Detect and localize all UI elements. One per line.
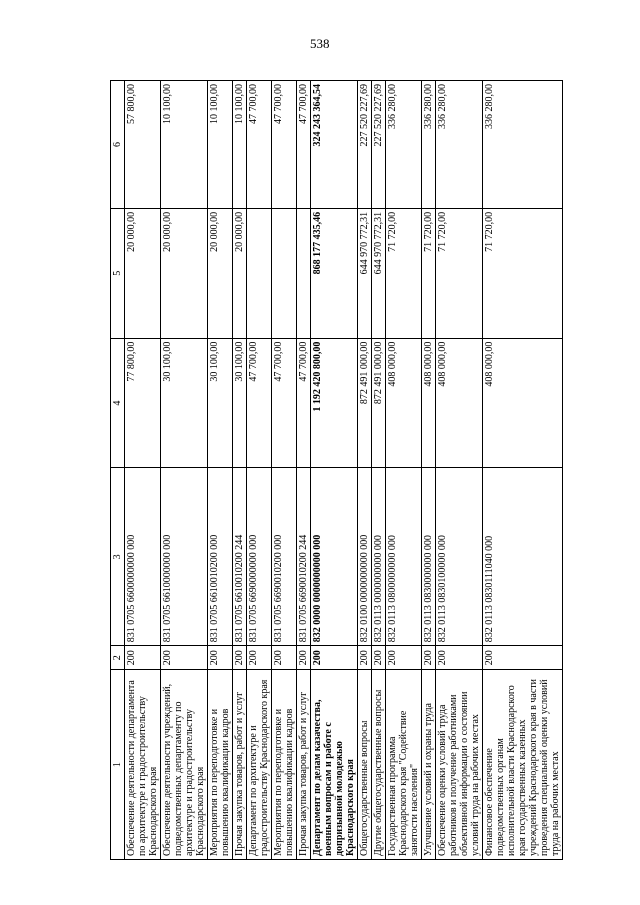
row-type-cell: 200 <box>483 646 563 670</box>
row-remainder-cell: 324 243 364,54 <box>311 81 358 209</box>
row-code-cell: 831 0705 6610010200 000 <box>208 468 233 646</box>
row-remainder-cell: 10 100,00 <box>161 81 208 209</box>
row-remainder-cell: 47 700,00 <box>297 81 311 209</box>
rotated-table-container <box>110 80 610 860</box>
row-type-cell: 200 <box>386 646 422 670</box>
row-spent-cell: 20 000,00 <box>233 208 247 338</box>
budget-table <box>110 80 563 860</box>
row-remainder-cell: 227 520 227,69 <box>372 81 386 209</box>
row-remainder-cell: 227 520 227,69 <box>358 81 372 209</box>
row-plan-cell: 1 192 420 800,00 <box>311 338 358 468</box>
row-name-cell: Обеспечение деятельности учреждений, подведомственных департаменту по архитектуре и градостроительству Краснодарского края <box>161 670 208 860</box>
row-remainder-cell: 47 700,00 <box>247 81 272 209</box>
row-spent-cell: 71 720,00 <box>422 208 436 338</box>
row-type-cell: 200 <box>311 646 358 670</box>
row-name-cell: Другие общегосударственные вопросы <box>372 670 386 860</box>
row-plan-cell: 872 491 000,00 <box>358 338 372 468</box>
row-code-cell: 831 0705 6610000000 000 <box>161 468 208 646</box>
row-name-cell: Прочая закупка товаров, работ и услуг <box>233 670 247 860</box>
table-row <box>372 81 386 860</box>
row-type-cell: 200 <box>297 646 311 670</box>
row-type-cell: 200 <box>272 646 297 670</box>
row-remainder-cell: 57 800,00 <box>125 81 161 209</box>
row-name-cell: Департамент по архитектуре и градостроительству Краснодарского края <box>247 670 272 860</box>
row-spent-cell: 71 720,00 <box>386 208 422 338</box>
row-plan-cell: 47 700,00 <box>297 338 311 468</box>
table-row <box>358 81 372 860</box>
row-spent-cell: 20 000,00 <box>125 208 161 338</box>
row-code-cell: 831 0705 6690000000 000 <box>247 468 272 646</box>
row-remainder-cell: 10 100,00 <box>208 81 233 209</box>
row-type-cell: 200 <box>208 646 233 670</box>
header-cell: 2 <box>111 646 125 670</box>
row-spent-cell: 644 970 772,31 <box>358 208 372 338</box>
row-name-cell: Прочая закупка товаров, работ и услуг <box>297 670 311 860</box>
row-remainder-cell: 336 280,00 <box>386 81 422 209</box>
row-plan-cell: 77 800,00 <box>125 338 161 468</box>
row-name-cell: Мероприятия по переподготовке и повышению квалификации кадров <box>208 670 233 860</box>
row-code-cell: 832 0000 0000000000 000 <box>311 468 358 646</box>
row-name-cell: Государственная программа Краснодарского края "Содействие занятости населения" <box>386 670 422 860</box>
row-spent-cell: 868 177 435,46 <box>311 208 358 338</box>
row-code-cell: 832 0100 0000000000 000 <box>358 468 372 646</box>
row-plan-cell: 408 000,00 <box>386 338 422 468</box>
row-spent-cell <box>297 208 311 338</box>
row-code-cell: 831 0705 6610010200 244 <box>233 468 247 646</box>
row-plan-cell: 408 000,00 <box>422 338 436 468</box>
table-row <box>272 81 297 860</box>
row-code-cell: 831 0705 6690010200 000 <box>272 468 297 646</box>
row-code-cell: 832 0113 0830111040 000 <box>483 468 563 646</box>
table-body <box>125 81 563 860</box>
row-remainder-cell: 336 280,00 <box>422 81 436 209</box>
row-name-cell: Общегосударственные вопросы <box>358 670 372 860</box>
row-name-cell: Обеспечение оценки условий труда работников и получение работниками объективной информации о состоянии условий труда на рабочих местах <box>436 670 483 860</box>
row-plan-cell: 47 700,00 <box>272 338 297 468</box>
table-row <box>386 81 422 860</box>
row-remainder-cell: 336 280,00 <box>483 81 563 209</box>
row-plan-cell: 872 491 000,00 <box>372 338 386 468</box>
row-type-cell: 200 <box>247 646 272 670</box>
row-type-cell: 200 <box>125 646 161 670</box>
row-code-cell: 831 0705 6600000000 000 <box>125 468 161 646</box>
row-remainder-cell: 47 700,00 <box>272 81 297 209</box>
row-spent-cell: 20 000,00 <box>161 208 208 338</box>
row-spent-cell <box>247 208 272 338</box>
table-row <box>161 81 208 860</box>
row-name-cell: Мероприятия по переподготовке и повышению квалификации кадров <box>272 670 297 860</box>
table-header-row <box>111 81 125 860</box>
page-number: 538 <box>310 36 330 51</box>
row-name-cell: Улучшение условий и охраны труда <box>422 670 436 860</box>
header-cell: 1 <box>111 670 125 860</box>
row-name-cell: Обеспечение деятельности департамента по архитектуре и градостроительству Краснодарского края <box>125 670 161 860</box>
table-row <box>422 81 436 860</box>
row-spent-cell: 71 720,00 <box>436 208 483 338</box>
row-code-cell: 831 0705 6690010200 244 <box>297 468 311 646</box>
row-plan-cell: 408 000,00 <box>436 338 483 468</box>
row-plan-cell: 47 700,00 <box>247 338 272 468</box>
row-code-cell: 832 0113 0830000000 000 <box>422 468 436 646</box>
row-spent-cell: 20 000,00 <box>208 208 233 338</box>
row-type-cell: 200 <box>358 646 372 670</box>
row-name-cell: Финансовое обеспечение подведомственных органам исполнительной власти Краснодарского края государственных казенных учреждений Краснодарского края в части проведения специальной оценки условий труда на рабочих местах <box>483 670 563 860</box>
table-row <box>311 81 358 860</box>
table-row <box>208 81 233 860</box>
table-row <box>125 81 161 860</box>
header-cell: 3 <box>111 468 125 646</box>
row-type-cell: 200 <box>422 646 436 670</box>
row-plan-cell: 30 100,00 <box>233 338 247 468</box>
row-code-cell: 832 0113 0830100000 000 <box>436 468 483 646</box>
row-plan-cell: 408 000,00 <box>483 338 563 468</box>
header-cell: 4 <box>111 338 125 468</box>
row-type-cell: 200 <box>436 646 483 670</box>
row-type-cell: 200 <box>233 646 247 670</box>
table-row <box>233 81 247 860</box>
row-spent-cell: 71 720,00 <box>483 208 563 338</box>
row-remainder-cell: 10 100,00 <box>233 81 247 209</box>
row-plan-cell: 30 100,00 <box>161 338 208 468</box>
row-spent-cell: 644 970 772,31 <box>372 208 386 338</box>
row-remainder-cell: 336 280,00 <box>436 81 483 209</box>
row-code-cell: 832 0113 0000000000 000 <box>372 468 386 646</box>
row-code-cell: 832 0113 0800000000 000 <box>386 468 422 646</box>
row-type-cell: 200 <box>161 646 208 670</box>
table-row <box>247 81 272 860</box>
row-name-cell: Департамент по делам казачества, военным вопросам и работе с допризывной молодежью Краснодарского края <box>311 670 358 860</box>
row-type-cell: 200 <box>372 646 386 670</box>
table-row <box>436 81 483 860</box>
table-row <box>297 81 311 860</box>
table-row <box>483 81 563 860</box>
row-plan-cell: 30 100,00 <box>208 338 233 468</box>
header-cell: 5 <box>111 208 125 338</box>
header-cell: 6 <box>111 81 125 209</box>
row-spent-cell <box>272 208 297 338</box>
